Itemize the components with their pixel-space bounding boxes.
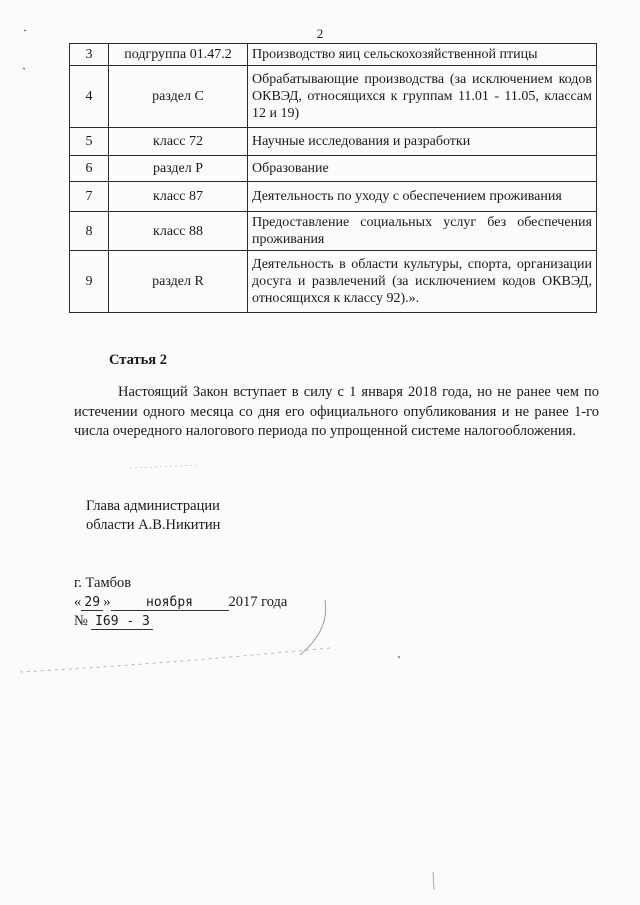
okved-code: класс 87 xyxy=(109,182,248,212)
activity-description: Производство яиц сельскохозяйственной птицы xyxy=(248,44,597,66)
row-number: 7 xyxy=(70,182,109,212)
table-row xyxy=(70,156,597,182)
okved-table xyxy=(69,43,597,313)
row-number: 3 xyxy=(70,44,109,66)
table-row xyxy=(70,128,597,156)
date-quote-close: » xyxy=(103,594,111,610)
table-row xyxy=(70,212,597,251)
okved-code: подгруппа 01.47.2 xyxy=(109,44,248,66)
okved-code: раздел Р xyxy=(109,156,248,182)
row-number: 4 xyxy=(70,66,109,128)
scan-line xyxy=(300,600,326,655)
okved-code: раздел С xyxy=(109,66,248,128)
okved-code: класс 72 xyxy=(109,128,248,156)
table-row xyxy=(70,251,597,313)
activity-description: Предоставление социальных услуг без обеспечения проживания xyxy=(248,212,597,251)
row-number: 8 xyxy=(70,212,109,251)
date-year: 2017 года xyxy=(228,594,288,610)
number-line xyxy=(74,612,287,631)
row-number: 5 xyxy=(70,128,109,156)
signature-block xyxy=(86,497,220,535)
activity-description: Обрабатывающие производства (за исключением кодов ОКВЭД, относящихся к группам 11.01 - 11.05, классам 12 и 19) xyxy=(248,66,597,128)
row-number: 9 xyxy=(70,251,109,313)
page-number: 2 xyxy=(316,26,324,41)
activity-description: Деятельность в области культуры, спорта, организации досуга и развлечений (за исключением кодов ОКВЭД, относящихся к классу 92).». xyxy=(248,251,597,313)
speck-mark xyxy=(23,68,25,69)
date-month: ноября xyxy=(111,595,229,611)
place-date-block xyxy=(74,574,287,631)
row-number: 6 xyxy=(70,156,109,182)
speck-mark xyxy=(398,656,400,658)
table-row xyxy=(70,66,597,128)
okved-code: класс 88 xyxy=(109,212,248,251)
activity-description: Научные исследования и разработки xyxy=(248,128,597,156)
table-row xyxy=(70,182,597,212)
number-prefix: № xyxy=(74,613,88,629)
document-number: I69 - З xyxy=(91,614,153,630)
scan-line xyxy=(433,872,434,890)
table-row xyxy=(70,44,597,66)
date-line xyxy=(74,593,287,612)
activity-description: Деятельность по уходу с обеспечением проживания xyxy=(248,182,597,212)
activity-description: Образование xyxy=(248,156,597,182)
okved-code: раздел R xyxy=(109,251,248,313)
signature-line-1: Глава администрации xyxy=(86,498,220,514)
city-label: г. Тамбов xyxy=(74,575,132,591)
signature-line-2: области А.В.Никитин xyxy=(86,517,221,533)
article-body: Настоящий Закон вступает в силу с 1 января 2018 года, но не ранее чем по истечении одного месяца со дня его официального опубликования и не ранее 1-го числа очередного налогового периода по упрощенной системе налогообложения. xyxy=(74,384,599,439)
date-quote-open: « xyxy=(74,594,82,610)
date-day: 29 xyxy=(81,595,103,611)
scan-line xyxy=(130,465,200,468)
scan-line xyxy=(20,648,330,672)
article-title: Статья 2 xyxy=(109,352,167,368)
